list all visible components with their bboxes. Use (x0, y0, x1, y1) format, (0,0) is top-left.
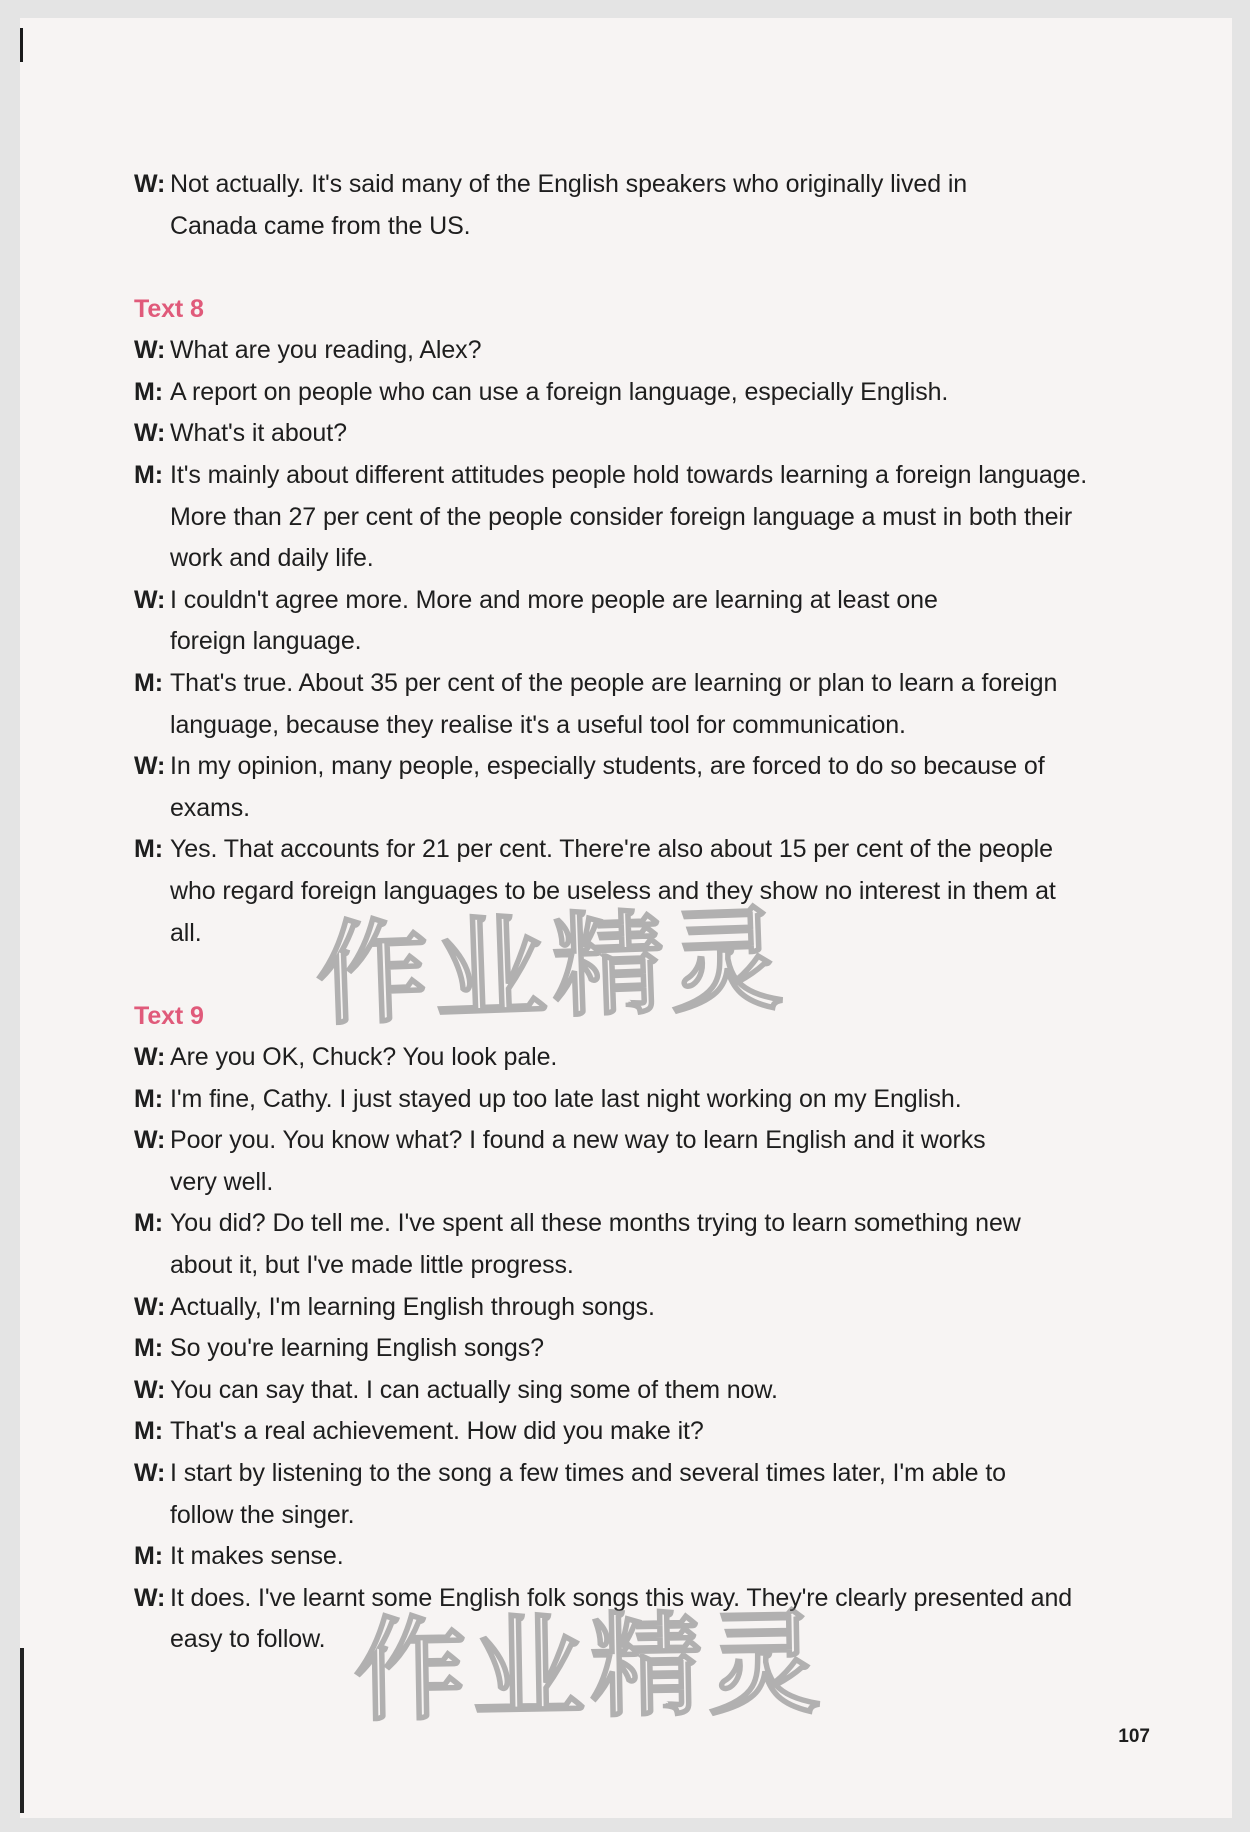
dialogue-line (134, 1037, 1134, 1079)
utterance: I'm fine, Cathy. I just stayed up too late last night working on my English. (170, 1084, 962, 1113)
dialogue-line (134, 1120, 1134, 1203)
dialogue-line (134, 663, 1134, 746)
speaker-label: M: (134, 835, 163, 864)
utterance: So you're learning English songs? (170, 1334, 544, 1363)
dialogue-line (134, 1370, 1134, 1412)
dialogue-line (134, 1203, 1134, 1286)
speaker-label: M: (134, 1542, 163, 1571)
dialogue-line (134, 330, 1134, 372)
dialogue-line (134, 746, 1134, 829)
dialogue-line (134, 164, 1134, 247)
dialogue-line (134, 372, 1134, 414)
section-heading: Text 9 (134, 1002, 204, 1031)
utterance: Are you OK, Chuck? You look pale. (170, 1043, 558, 1072)
speaker-label: M: (134, 1084, 163, 1113)
utterance: Not actually. It's said many of the English speakers who originally lived in Canada came from the US. (170, 170, 968, 240)
document-page (20, 18, 1232, 1818)
utterance: Actually, I'm learning English through songs. (170, 1292, 655, 1321)
speaker-label: W: (134, 1459, 166, 1488)
utterance: I couldn't agree more. More and more people are learning at least one foreign language. (170, 585, 938, 656)
speaker-label: M: (134, 1334, 163, 1363)
speaker-label: M: (134, 377, 163, 406)
scan-edge-mark (20, 1648, 24, 1813)
utterance: That's a real achievement. How did you make it? (170, 1417, 704, 1446)
transcript-section-text-8 (134, 289, 1134, 954)
speaker-label: W: (134, 752, 166, 781)
utterance: A report on people who can use a foreign language, especially English. (170, 377, 949, 406)
dialogue-line (134, 1328, 1134, 1370)
dialogue-line (134, 455, 1134, 580)
transcript-body (134, 164, 1134, 1661)
utterance: It's mainly about different attitudes people hold towards learning a foreign language. More than 27 per cent of the people consider foreign language a must in both their work and daily life. (170, 460, 1088, 573)
dialogue-line (134, 1578, 1134, 1661)
dialogue-line (134, 413, 1134, 455)
dialogue-line (134, 1536, 1134, 1578)
utterance: What are you reading, Alex? (170, 336, 482, 365)
dialogue-line (134, 1287, 1134, 1329)
speaker-label: W: (134, 170, 166, 198)
dialogue-line (134, 1453, 1134, 1536)
utterance: You can say that. I can actually sing some of them now. (170, 1375, 778, 1404)
utterance: It does. I've learnt some English folk songs this way. They're clearly presented and easy to follow. (170, 1583, 1073, 1654)
utterance: Poor you. You know what? I found a new way to learn English and it works very well. (170, 1126, 986, 1196)
watermark: 作业精灵 (353, 1598, 828, 1738)
utterance: It makes sense. (170, 1542, 344, 1571)
utterance: I start by listening to the song a few times and several times later, I'm able to follow the singer. (170, 1459, 1006, 1529)
utterance: You did? Do tell me. I've spent all these months trying to learn something new about it, but I've made little progress. (170, 1209, 1021, 1280)
speaker-label: W: (134, 1292, 166, 1321)
page-number: 107 (1118, 1726, 1150, 1747)
utterance: Yes. That accounts for 21 per cent. There're also about 15 per cent of the people who regard foreign languages to be useless and they show no interest in them at all. (170, 835, 1056, 947)
speaker-label: M: (134, 1209, 163, 1238)
speaker-label: W: (134, 1126, 166, 1155)
dialogue-line (134, 1411, 1134, 1453)
transcript-section-text-9 (134, 996, 1134, 1661)
transcript-section-continued (134, 164, 1134, 247)
speaker-label: W: (134, 336, 166, 365)
scan-edge-mark (20, 28, 23, 62)
watermark: 作业精灵 (314, 894, 791, 1042)
section-heading: Text 8 (134, 295, 204, 324)
speaker-label: M: (134, 460, 163, 489)
dialogue-line (134, 1079, 1134, 1121)
speaker-label: W: (134, 585, 166, 614)
speaker-label: W: (134, 1375, 166, 1404)
utterance: What's it about? (170, 419, 347, 448)
speaker-label: M: (134, 1417, 163, 1446)
speaker-label: W: (134, 419, 166, 448)
speaker-label: W: (134, 1583, 166, 1612)
utterance: That's true. About 35 per cent of the people are learning or plan to learn a foreign language, because they realise it's a useful tool for communication. (170, 668, 1058, 739)
dialogue-line (134, 580, 1134, 663)
speaker-label: W: (134, 1043, 166, 1072)
utterance: In my opinion, many people, especially students, are forced to do so because of exams. (170, 752, 1045, 822)
dialogue-line (134, 829, 1134, 954)
speaker-label: M: (134, 668, 163, 697)
